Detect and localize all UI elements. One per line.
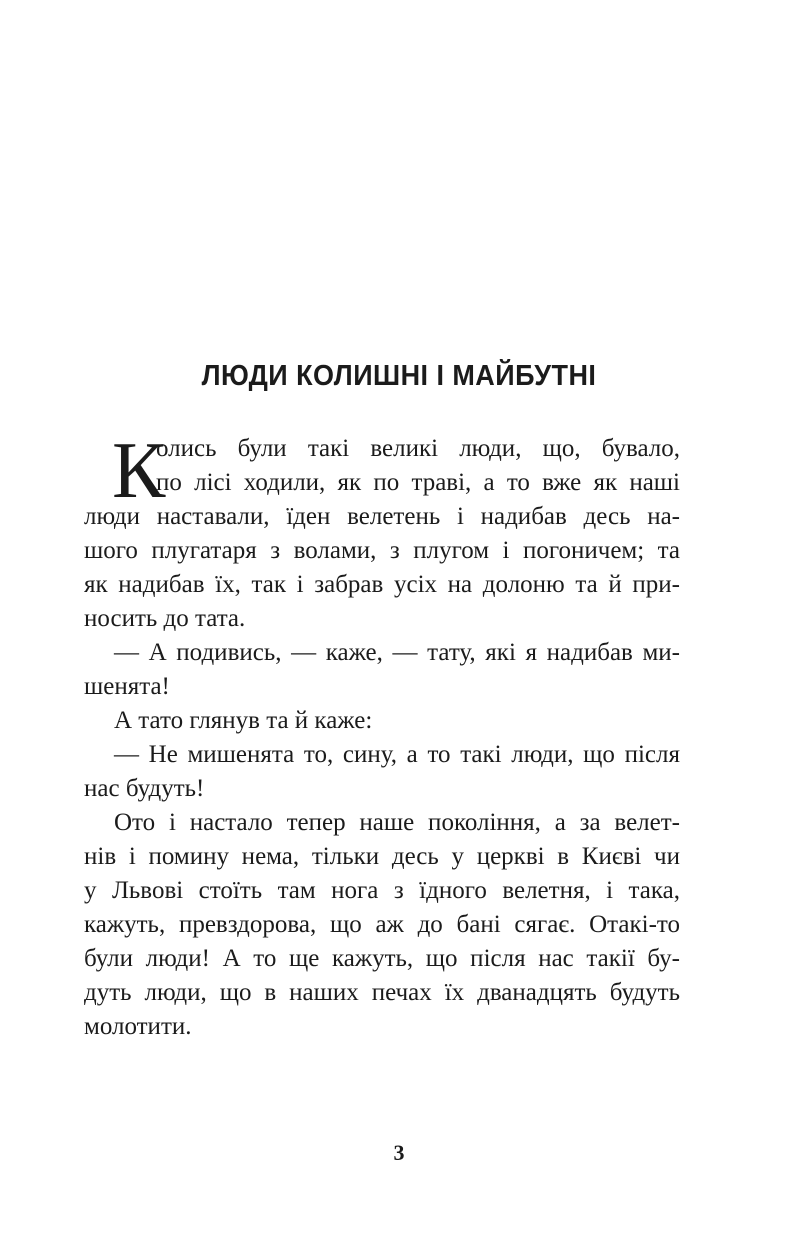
text-line-11: нас будуть!	[84, 775, 205, 802]
text-line-18: молотити.	[84, 1013, 192, 1040]
text-line-17: дуть люди, що в наших печах їх дванадцять будуть	[84, 979, 680, 1006]
text-line-15: кажуть, превздорова, що аж до бані сягає. Отакі-то	[84, 911, 680, 938]
text-line-14: у Львові стоїть там нога з їдного велетня, і така,	[84, 877, 680, 904]
text-line-10: — Не мишенята то, сину, а то такі люди, що після	[114, 741, 680, 768]
chapter-title: ЛЮДИ КОЛИШНІ І МАЙБУТНІ	[201, 360, 597, 392]
text-line-8: шенята!	[84, 673, 170, 700]
text-line-5: як надибав їх, так і забрав усіх на долоню та й при-	[84, 571, 680, 598]
story-text	[84, 427, 680, 1044]
text-line-4: шого плугатаря з волами, з плугом і погоничем; та	[84, 537, 680, 564]
drop-cap: К	[112, 427, 166, 515]
text-line-6: носить до тата.	[84, 605, 246, 632]
text-line-3: люди наставали, їден велетень і надибав десь на-	[84, 503, 680, 530]
text-line-1: олись були такі великі люди, що, бувало,	[156, 435, 680, 462]
text-line-13: нів і помину нема, тільки десь у церкві в Києві чи	[84, 843, 680, 870]
text-line-12: Ото і настало тепер наше покоління, а за велет-	[114, 809, 680, 836]
text-line-7: — А подивись, — каже, — тату, які я надибав ми-	[114, 639, 680, 666]
text-line-2: по лісі ходили, як по траві, а то вже як наші	[156, 469, 680, 496]
page-number: 3	[393, 1140, 405, 1165]
text-line-9: А тато глянув та й каже:	[114, 707, 373, 734]
text-line-16: були люди! А то ще кажуть, що після нас такії бу-	[84, 945, 680, 972]
